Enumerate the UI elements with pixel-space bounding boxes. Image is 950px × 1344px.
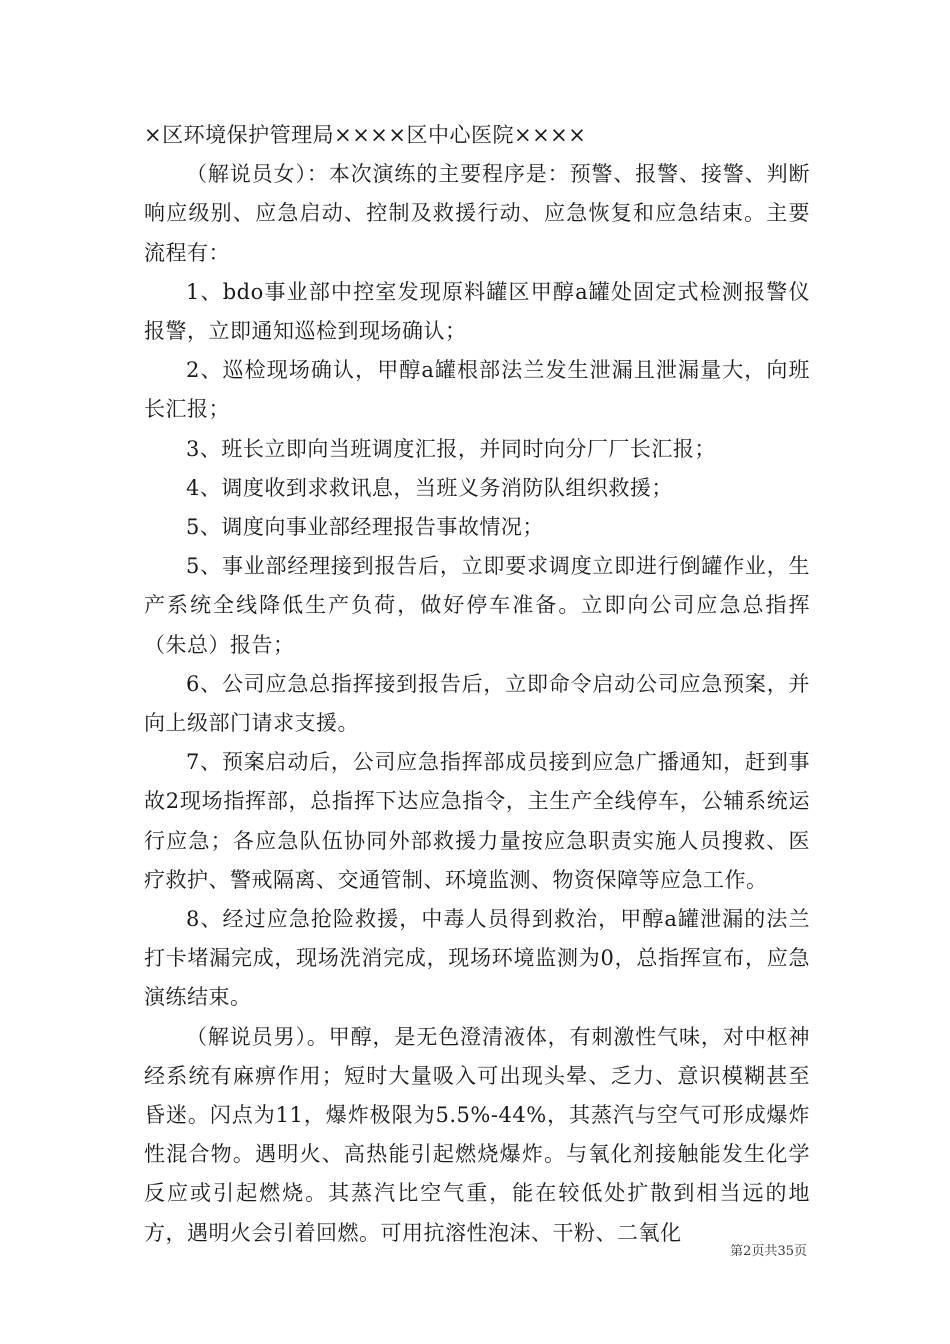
paragraph: （解说员女）：本次演练的主要程序是：预警、报警、接警、判断响应级别、应急启动、控制及救援行动、应急恢复和应急结束。主要流程有：: [144, 162, 810, 265]
document-body: [144, 116, 810, 1253]
paragraph: 1、bdo事业部中控室发现原料罐区甲醇a罐处固定式检测报警仪报警，立即通知巡检到现场确认；: [144, 279, 810, 344]
paragraph: 4、调度收到求救讯息，当班义务消防队组织救援；: [186, 475, 673, 500]
paragraph: 3、班长立即向当班调度汇报，并同时向分厂厂长汇报；: [186, 436, 716, 461]
page-number-footer: 第2页共35页: [730, 1244, 807, 1259]
paragraph: 5、调度向事业部经理报告事故情况；: [186, 515, 544, 540]
paragraph: ×区环境保护管理局××××区中心医院××××: [144, 123, 587, 147]
paragraph: 8、经过应急抢险救援，中毒人员得到救治，甲醇a罐泄漏的法兰打卡堵漏完成，现场洗消完成，现场环境监测为0，总指挥宣布，应急演练结束。: [144, 907, 810, 1010]
paragraph: 5、事业部经理接到报告后，立即要求调度立即进行倒罐作业，生产系统全线降低生产负荷，做好停车准备。立即向公司应急总指挥（朱总）报告；: [144, 554, 810, 657]
paragraph: （解说员男）。甲醇，是无色澄清液体，有刺激性气味，对中枢神经系统有麻痹作用；短时大量吸入可出现头晕、乏力、意识模糊甚至昏迷。闪点为11，爆炸极限为5.5%-44%，其蒸汽与空气可形成爆炸性混合物。遇明火、高热能引起燃烧爆炸。与氧化剂接触能发生化学反应或引起燃烧。其蒸汽比空气重，能在较低处扩散到相当远的地方，遇明火会引着回燃。可用抗溶性泡沫、干粉、二氧化: [144, 1024, 810, 1245]
paragraph: 2、巡检现场确认，甲醇a罐根部法兰发生泄漏且泄漏量大，向班长汇报；: [144, 358, 810, 422]
paragraph: 7、预案启动后，公司应急指挥部成员接到应急广播通知，赶到事故2现场指挥部，总指挥下达应急指令，主生产全线停车，公辅系统运行应急；各应急队伍协同外部救援力量按应急职责实施人员搜救、医疗救护、警戒隔离、交通管制、环境监测、物资保障等应急工作。: [144, 750, 810, 892]
paragraph: 6、公司应急总指挥接到报告后，立即命令启动公司应急预案，并向上级部门请求支援。: [144, 671, 810, 736]
